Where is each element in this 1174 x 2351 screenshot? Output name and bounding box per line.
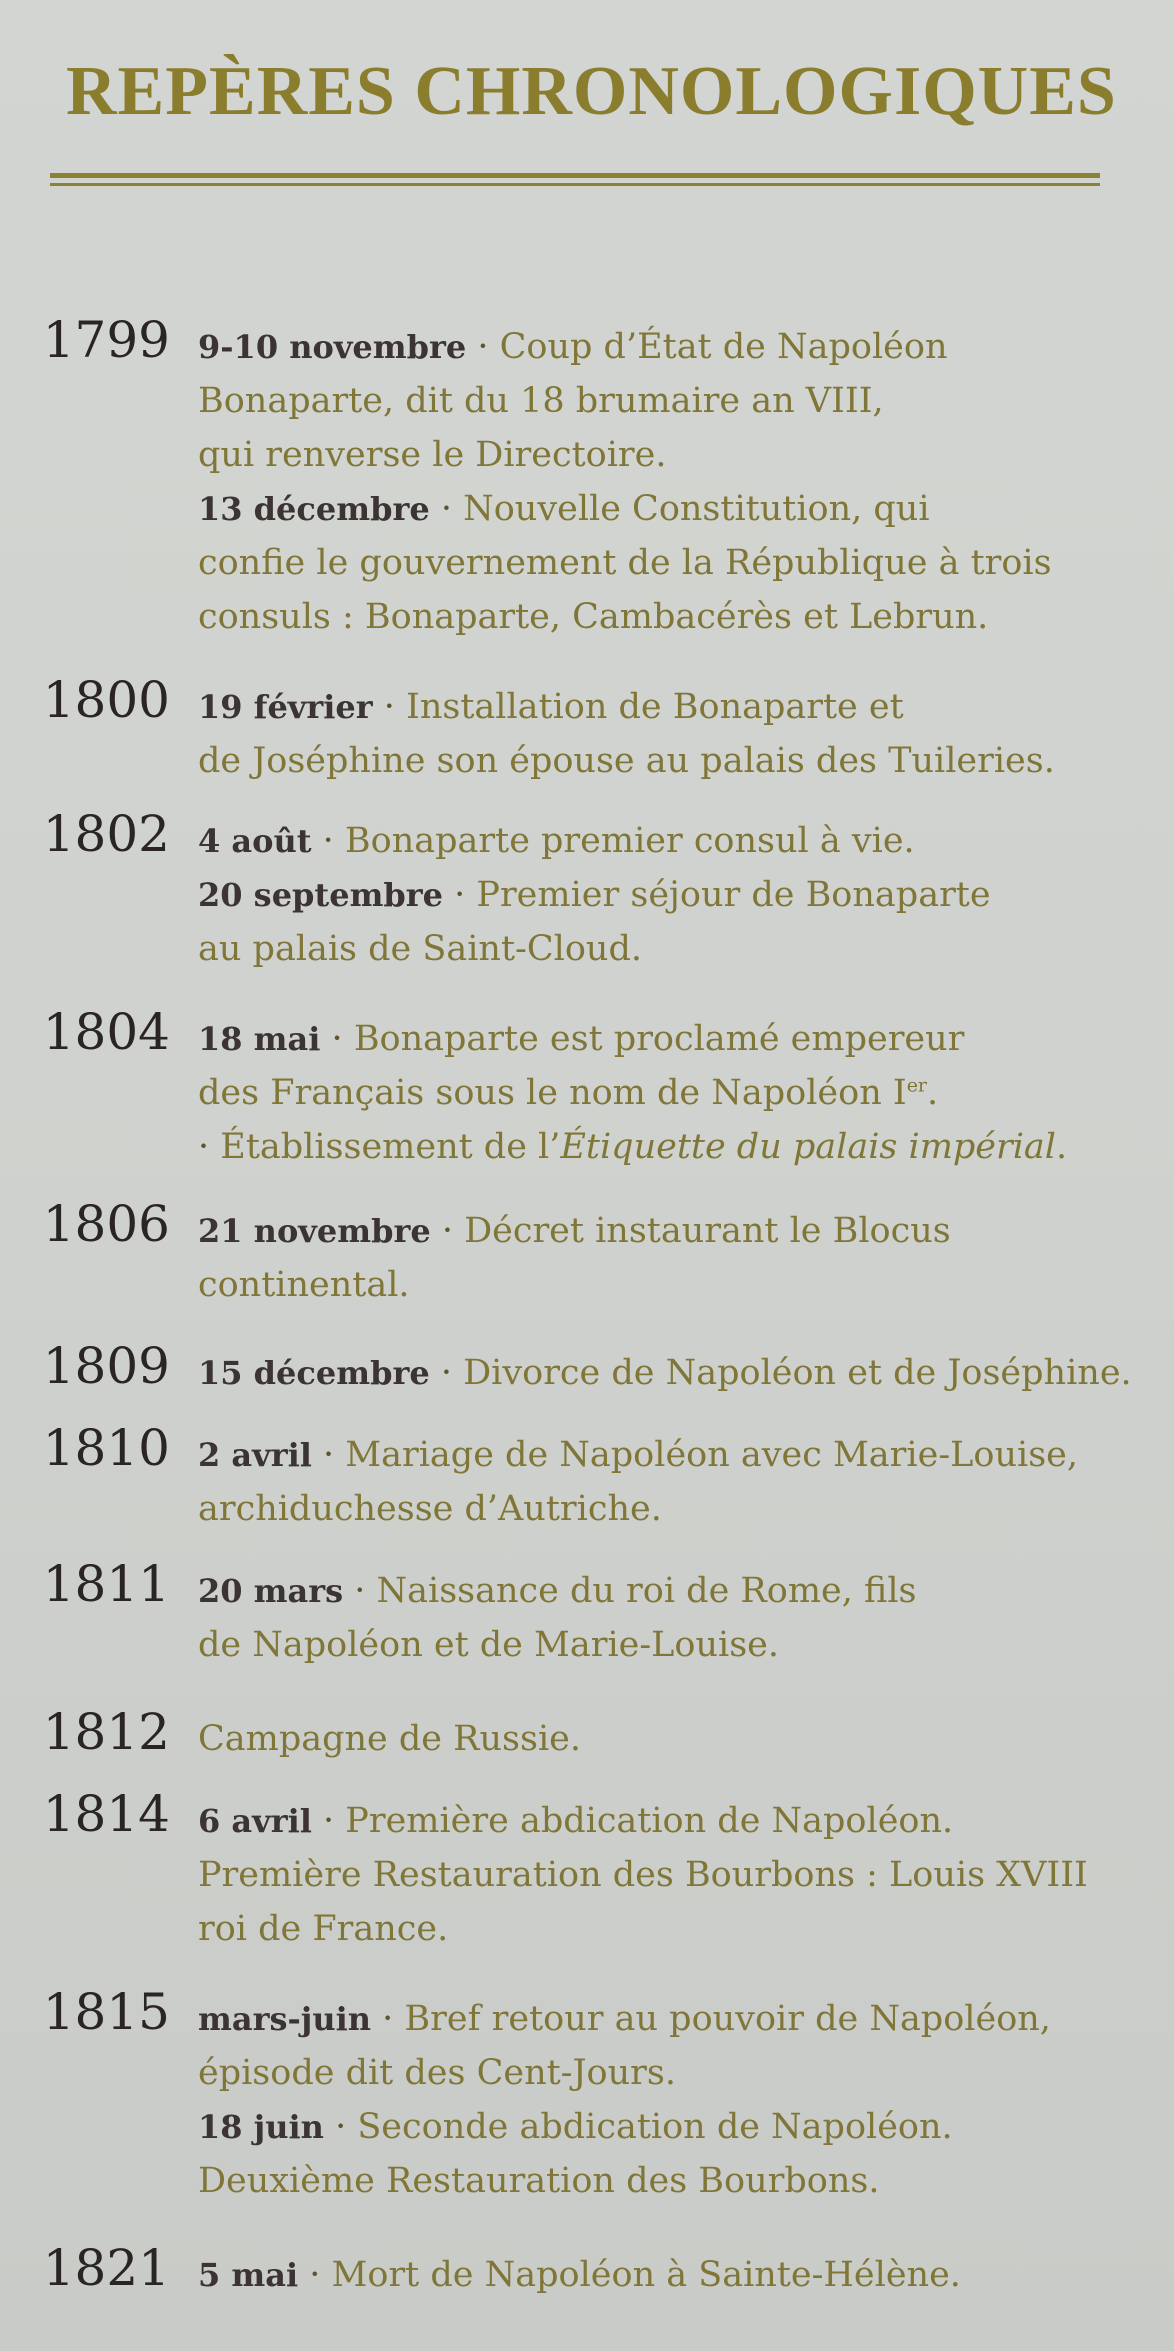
entry-date: 4 août <box>198 822 312 860</box>
entry-date: 20 mars <box>198 1572 344 1610</box>
entry-description: Décret instaurant le Blocus <box>464 1211 951 1251</box>
entry-year: 1815 <box>42 1983 170 2041</box>
entry-description: Bonaparte premier consul à vie. <box>344 821 915 861</box>
entry-description: Bref retour au pouvoir de Napoléon, <box>404 1999 1051 2039</box>
entry-description: Premier séjour de Bonaparte <box>476 875 991 915</box>
entry-year: 1814 <box>42 1785 170 1843</box>
entry-description: confie le gouvernement de la République à trois <box>198 543 1052 583</box>
entry-description: Seconde abdication de Napoléon. <box>357 2107 953 2147</box>
entry-text <box>198 1204 1148 1312</box>
entry-description: Divorce de Napoléon et de Joséphine. <box>463 1353 1132 1393</box>
bullet-separator: · <box>372 687 407 727</box>
entry-description: Première abdication de Napoléon. <box>345 1801 954 1841</box>
entry-description: consuls : Bonaparte, Cambacérès et Lebrun. <box>198 597 989 637</box>
title-rule-thin <box>50 183 1100 186</box>
entry-date: 5 mai <box>198 2256 299 2294</box>
entry-description: Naissance du roi de Rome, fils <box>376 1571 917 1611</box>
entry-year: 1812 <box>42 1703 170 1761</box>
entry-date: 13 décembre <box>198 490 430 528</box>
entry-description: archiduchesse d’Autriche. <box>198 1489 662 1529</box>
entry-line <box>198 1258 1148 1312</box>
entry-description: Mariage de Napoléon avec Marie-Louise, <box>345 1435 1078 1475</box>
entry-line <box>198 536 1148 590</box>
entry-line <box>198 734 1148 788</box>
italic-title: Étiquette du palais impérial <box>560 1127 1056 1167</box>
entry-date: 15 décembre <box>198 1354 430 1392</box>
entry-description: roi de France. <box>198 1909 449 1949</box>
entry-line <box>198 1120 1148 1174</box>
bullet-separator: · <box>311 1801 346 1841</box>
entry-date: mars-juin <box>198 2000 372 2038</box>
entry-description: Coup d’État de Napoléon <box>499 327 948 367</box>
bullet-separator: · <box>311 821 345 861</box>
entry-description: des Français sous le nom de Napoléon I <box>198 1073 907 1113</box>
entry-description: Mort de Napoléon à Sainte-Hélène. <box>331 2255 961 2295</box>
entry-date: 20 septembre <box>198 876 444 914</box>
entry-line <box>198 1712 1148 1766</box>
entry-line <box>198 1992 1148 2046</box>
entry-year: 1799 <box>42 311 170 369</box>
entry-year: 1811 <box>42 1555 170 1613</box>
entry-line <box>198 1902 1148 1956</box>
entry-year: 1802 <box>42 805 170 863</box>
entry-date: 21 novembre <box>198 1212 431 1250</box>
entry-line <box>198 1794 1148 1848</box>
entry-text <box>198 320 1148 644</box>
entry-description: qui renverse le Directoire. <box>198 435 667 475</box>
entry-date: 18 mai <box>198 1020 321 1058</box>
entry-line <box>198 482 1148 536</box>
trailing-punctuation: . <box>927 1073 939 1113</box>
entry-description: Établissement de l’ <box>220 1127 561 1167</box>
entry-text <box>198 1564 1148 1672</box>
entry-line <box>198 2046 1148 2100</box>
bullet-separator: · <box>323 2107 358 2147</box>
entry-text <box>198 1794 1148 1956</box>
bullet-separator: · <box>198 1127 221 1167</box>
entry-text <box>198 1012 1148 1174</box>
entry-description: Première Restauration des Bourbons : Louis XVIII <box>198 1855 1088 1895</box>
bullet-separator: · <box>429 489 464 529</box>
entry-description: de Joséphine son épouse au palais des Tuileries. <box>198 741 1055 781</box>
entry-line <box>198 1066 1148 1120</box>
bullet-separator: · <box>320 1019 354 1059</box>
entry-line <box>198 2248 1148 2302</box>
entry-description: Campagne de Russie. <box>198 1719 581 1759</box>
entry-text <box>198 1346 1148 1400</box>
entry-date: 6 avril <box>198 1802 312 1840</box>
entry-date: 9-10 novembre <box>198 328 467 366</box>
page-title: REPÈRES CHRONOLOGIQUES <box>66 53 1117 130</box>
entry-description: continental. <box>198 1265 410 1305</box>
entry-description: au palais de Saint-Cloud. <box>198 929 642 969</box>
superscript: er <box>906 1074 928 1097</box>
entry-line <box>198 2100 1148 2154</box>
bullet-separator: · <box>430 1211 465 1251</box>
entry-line <box>198 590 1148 644</box>
bullet-separator: · <box>298 2255 332 2295</box>
entry-line <box>198 814 1148 868</box>
trailing-punctuation: . <box>1055 1127 1068 1167</box>
entry-description: épisode dit des Cent-Jours. <box>198 2053 676 2093</box>
bullet-separator: · <box>343 1571 377 1611</box>
bullet-separator: · <box>443 875 477 915</box>
bullet-separator: · <box>311 1435 346 1475</box>
entry-year: 1809 <box>42 1337 170 1395</box>
entry-line <box>198 320 1148 374</box>
entry-description: Bonaparte est proclamé empereur <box>353 1019 965 1059</box>
entry-year: 1804 <box>42 1003 170 1061</box>
entry-description: Installation de Bonaparte et <box>406 687 904 727</box>
entry-text <box>198 1712 1148 1766</box>
entry-year: 1821 <box>42 2239 170 2297</box>
entry-year: 1800 <box>42 671 170 729</box>
entry-line <box>198 1012 1148 1066</box>
entry-text <box>198 1428 1148 1536</box>
entry-line <box>198 1346 1148 1400</box>
entry-description: Bonaparte, dit du 18 brumaire an VIII, <box>198 381 884 421</box>
entry-line <box>198 2154 1148 2208</box>
entry-description: Nouvelle Constitution, qui <box>463 489 930 529</box>
entry-line <box>198 1848 1148 1902</box>
entry-text <box>198 2248 1148 2302</box>
entry-line <box>198 374 1148 428</box>
entry-description: Deuxième Restauration des Bourbons. <box>198 2161 880 2201</box>
entry-text <box>198 814 1148 976</box>
entry-line <box>198 868 1148 922</box>
entry-year: 1810 <box>42 1419 170 1477</box>
bullet-separator: · <box>466 327 500 367</box>
entry-line <box>198 1564 1148 1618</box>
bullet-separator: · <box>371 1999 405 2039</box>
entry-year: 1806 <box>42 1195 170 1253</box>
entry-line <box>198 1482 1148 1536</box>
title-rule-thick <box>50 173 1100 178</box>
entry-text <box>198 680 1148 788</box>
entry-line <box>198 1428 1148 1482</box>
entry-line <box>198 922 1148 976</box>
bullet-separator: · <box>429 1353 464 1393</box>
entry-line <box>198 428 1148 482</box>
entry-text <box>198 1992 1148 2208</box>
entry-date: 19 février <box>198 688 373 726</box>
entry-line <box>198 1204 1148 1258</box>
entry-date: 18 juin <box>198 2108 324 2146</box>
entry-line <box>198 1618 1148 1672</box>
entry-date: 2 avril <box>198 1436 312 1474</box>
entry-description: de Napoléon et de Marie-Louise. <box>198 1625 780 1665</box>
entry-line <box>198 680 1148 734</box>
